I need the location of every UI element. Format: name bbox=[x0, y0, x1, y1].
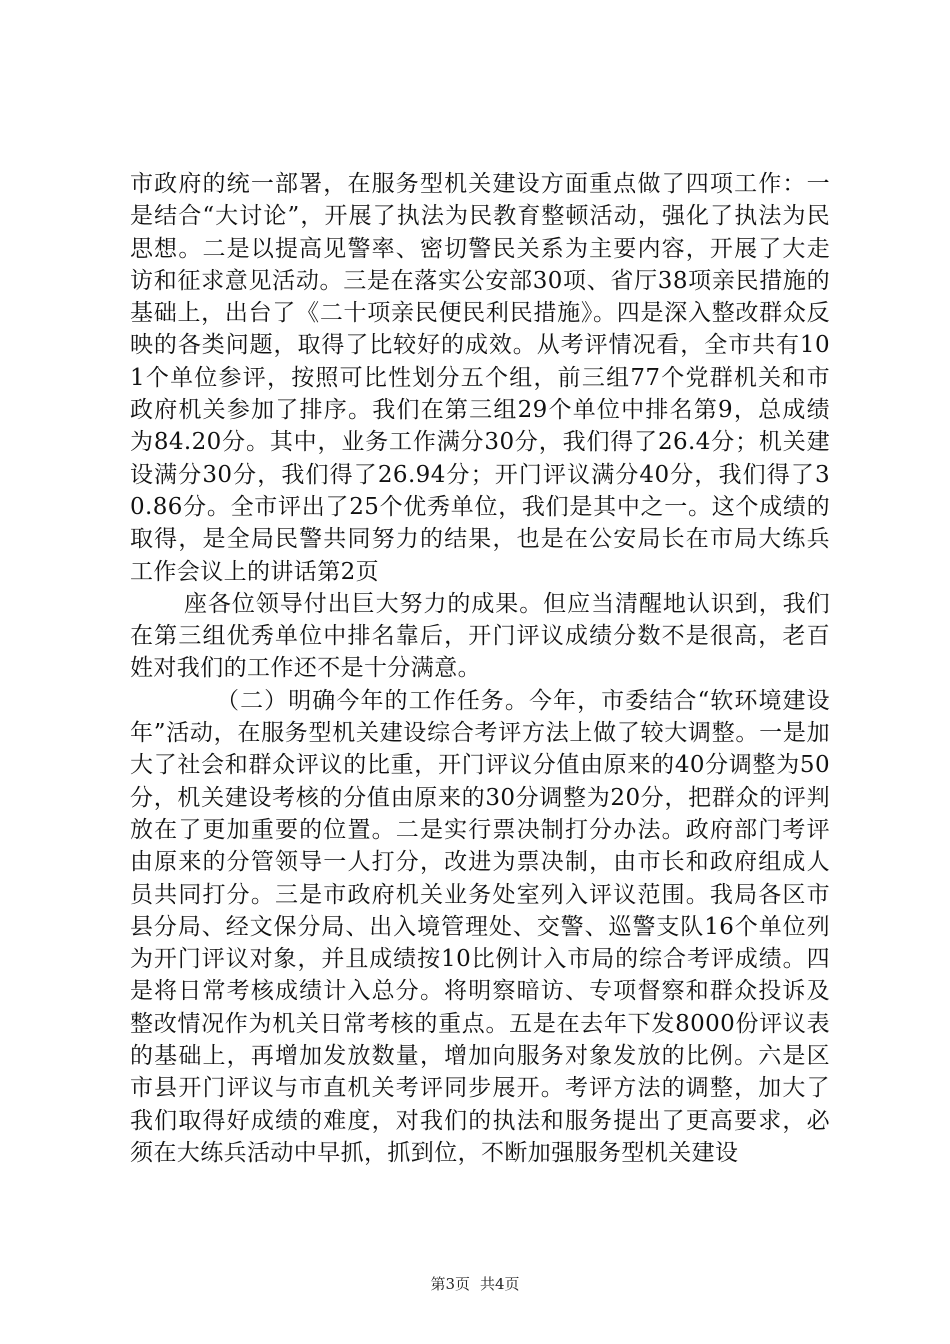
page-number: 第3页 bbox=[430, 1275, 470, 1293]
paragraph-1: 市政府的统一部署，在服务型机关建设方面重点做了四项工作：一是结合“大讨论”，开展了执法为民教育整顿活动，强化了执法为民思想。二是以提高见警率、密切警民关系为主要内容，开展了大走访和征求意见活动。三是在落实公安部30项、省厅38项亲民措施的基础上，出台了《二十项亲民便民利民措施》。四是深入整改群众反映的各类问题，取得了比较好的成效。从考评情况看，全市共有101个单位参评，按照可比性划分五个组，前三组77个党群机关和市政府机关参加了排序。我们在第三组29个单位中排名第9，总成绩为84.20分。其中，业务工作满分30分，我们得了26.4分；机关建设满分30分，我们得了26.94分；开门评议满分40分，我们得了30.86分。全市评出了25个优秀单位，我们是其中之一。这个成绩的取得，是全局民警共同努力的结果，也是在公安局长在市局大练兵工作会议上的讲话第2页 bbox=[130, 171, 830, 585]
page-footer bbox=[0, 1274, 950, 1294]
paragraph-2: 座各位领导付出巨大努力的成果。但应当清醒地认识到，我们在第三组优秀单位中排名靠后，开门评议成绩分数不是很高，老百姓对我们的工作还不是十分满意。 bbox=[130, 590, 830, 682]
paragraph-3: （二）明确今年的工作任务。今年，市委结合“软环境建设年”活动，在服务型机关建设综合考评方法上做了较大调整。一是加大了社会和群众评议的比重，开门评议分值由原来的40分调整为50分，机关建设考核的分值由原来的30分调整为20分，把群众的评判放在了更加重要的位置。二是实行票决制打分办法。政府部门考评由原来的分管领导一人打分，改进为票决制，由市长和政府组成人员共同打分。三是市政府机关业务处室列入评议范围。我局各区市县分局、经文保分局、出入境管理处、交警、巡警支队16个单位列为开门评议对象，并且成绩按10比例计入市局的综合考评成绩。四是将日常考核成绩计入总分。将明察暗访、专项督察和群众投诉及整改情况作为机关日常考核的重点。五是在去年下发8000份评议表的基础上，再增加发放数量，增加向服务对象发放的比例。六是区市县开门评议与市直机关考评同步展开。考评方法的调整，加大了我们取得好成绩的难度，对我们的执法和服务提出了更高要求，必须在大练兵活动中早抓，抓到位，不断加强服务型机关建设 bbox=[130, 687, 830, 1166]
page-total: 共4页 bbox=[480, 1275, 520, 1293]
document-body bbox=[130, 168, 830, 1169]
